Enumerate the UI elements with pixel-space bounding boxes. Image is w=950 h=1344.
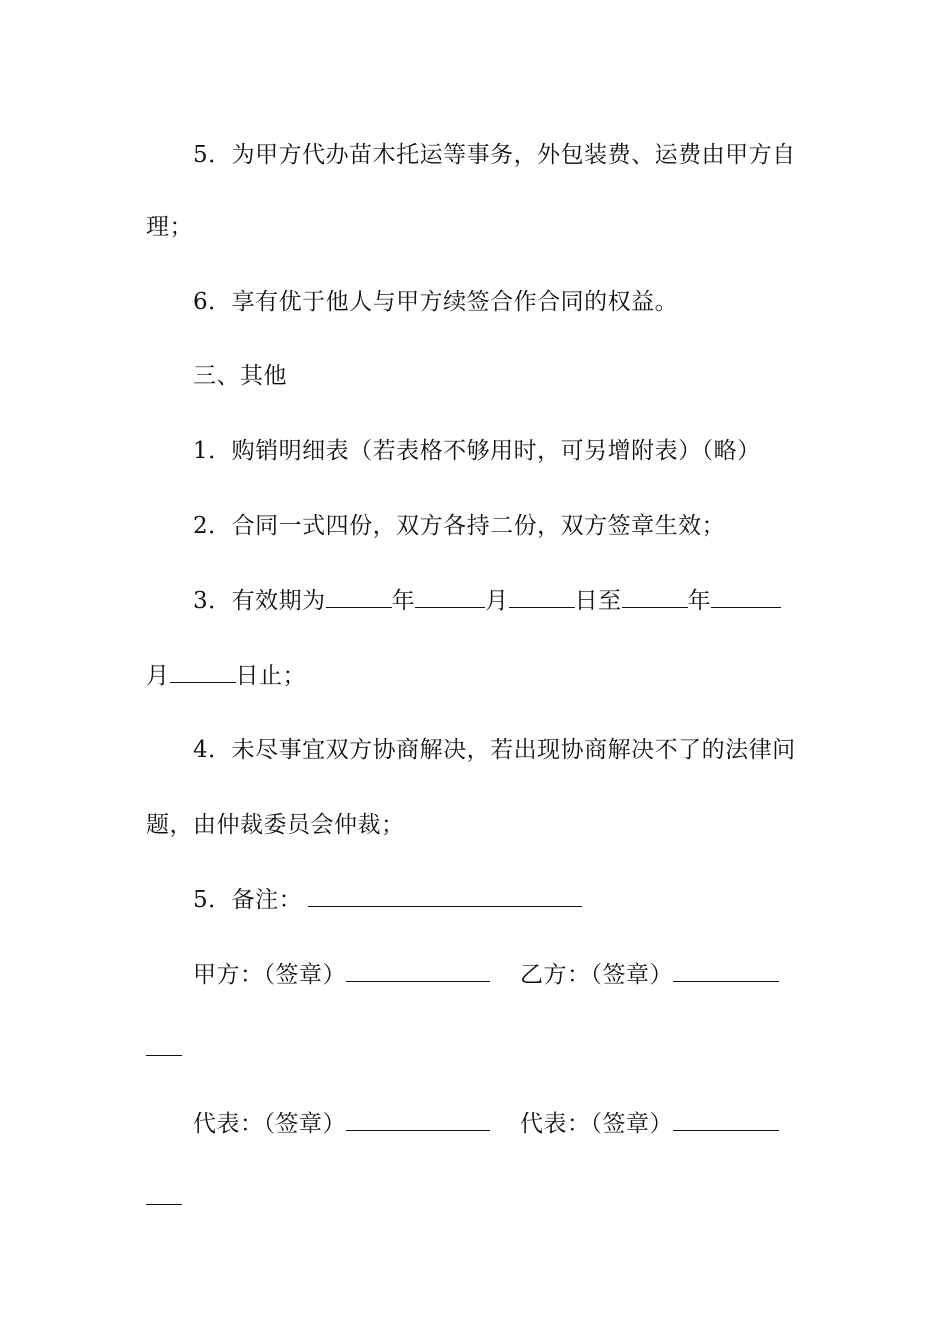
party-b-signature-blank-wrap bbox=[146, 1033, 182, 1056]
rep-b-signature-label: 代表：（签章） bbox=[520, 1111, 673, 1137]
end-month-label: 月 bbox=[146, 663, 170, 689]
rep-a-signature-blank bbox=[346, 1108, 490, 1131]
end-day-blank bbox=[170, 660, 236, 683]
day-end-label: 日止； bbox=[235, 663, 306, 689]
party-b-signature-label: 乙方：（签章） bbox=[520, 962, 673, 988]
other-clause-3-continuation bbox=[146, 660, 306, 691]
party-b-signature-continuation bbox=[146, 1033, 182, 1064]
rep-b-signature-blank-wrap bbox=[146, 1182, 182, 1205]
party-a-signature-blank bbox=[346, 959, 490, 982]
clause-6-renewal-text: 6．享有优于他人与甲方续签合作合同的权益。 bbox=[193, 289, 679, 315]
validity-label: 3．有效期为 bbox=[193, 588, 326, 614]
other-clause-1-text: 1．购销明细表（若表格不够用时，可另增附表）（略） bbox=[193, 438, 761, 464]
other-clause-4-continuation: 题，由仲裁委员会仲裁； bbox=[146, 812, 405, 838]
start-day-blank bbox=[509, 585, 575, 608]
year-label: 年 bbox=[391, 588, 416, 614]
other-clause-4-text: 4．未尽事宜双方协商解决，若出现协商解决不了的法律问 bbox=[193, 737, 796, 763]
section-heading-other: 三、其他 bbox=[193, 363, 287, 389]
rep-b-signature-blank bbox=[673, 1108, 779, 1131]
day-to-label: 日至 bbox=[574, 588, 622, 614]
signature-row-representatives bbox=[193, 1108, 779, 1139]
clause-5-continuation: 理； bbox=[146, 214, 193, 240]
clause-5-agency-text: 5．为甲方代办苗木托运等事务，外包装费、运费由甲方自 bbox=[193, 142, 796, 168]
party-b-signature-blank bbox=[673, 959, 779, 982]
start-year-blank bbox=[326, 585, 392, 608]
rep-b-signature-continuation bbox=[146, 1182, 182, 1213]
signature-row-parties bbox=[193, 959, 779, 990]
party-a-signature-label: 甲方：（签章） bbox=[193, 962, 346, 988]
end-year-label: 年 bbox=[687, 588, 712, 614]
end-year-blank bbox=[622, 585, 688, 608]
remarks-label: 5．备注： bbox=[193, 887, 303, 913]
remarks-blank bbox=[308, 884, 582, 907]
end-month-blank bbox=[711, 585, 781, 608]
month-label: 月 bbox=[485, 588, 509, 614]
other-clause-2-text: 2．合同一式四份，双方各持二份，双方签章生效； bbox=[193, 513, 726, 539]
rep-a-signature-label: 代表：（签章） bbox=[193, 1111, 346, 1137]
other-clause-5-remarks bbox=[193, 884, 582, 915]
start-month-blank bbox=[415, 585, 485, 608]
other-clause-3-validity bbox=[193, 585, 781, 616]
